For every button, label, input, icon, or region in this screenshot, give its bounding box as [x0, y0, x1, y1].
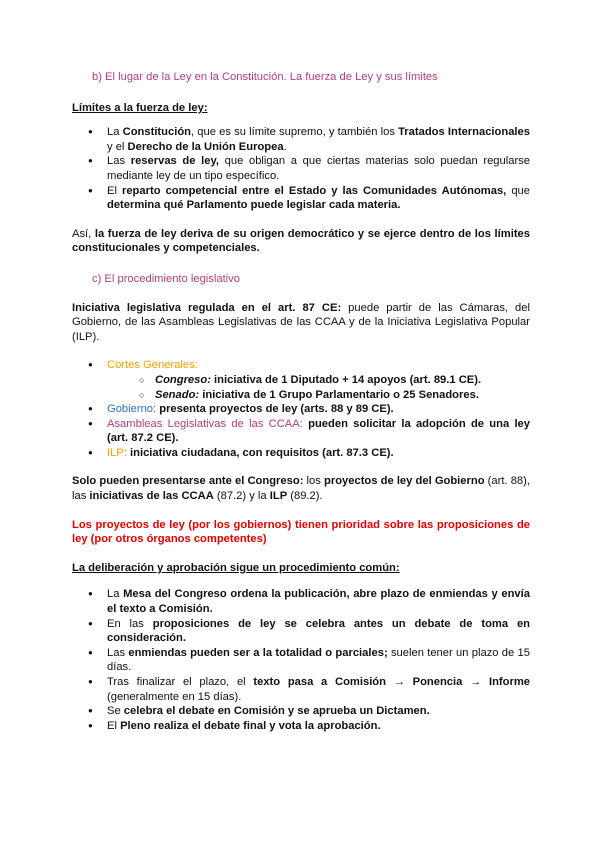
list-item: ● El reparto competencial entre el Estado y las Comunidades Autónomas, que determina qué Parlamento puede legislar cada materia. [72, 184, 530, 213]
heading-c: c) El procedimiento legislativo [92, 272, 240, 285]
limits-title: Límites a la fuerza de ley: [72, 101, 208, 114]
list-item-cortes: ● Cortes Generales: ○ Congreso: iniciativa de 1 Diputado + 14 apoyos (art. 89.1 CE). ○ Senado: iniciativa de 1 Grupo Parlamentario o 25 Senadores. [72, 358, 530, 402]
list-item: ● Se celebra el debate en Comisión y se aprueba un Dictamen. [72, 704, 530, 719]
heading-b: b) El lugar de la Ley en la Constitución. La fuerza de Ley y sus límites [92, 71, 438, 83]
list-item: ● Las reservas de ley, que obligan a que ciertas materias solo puedan regularse mediante ley de un tipo específico. [72, 154, 530, 183]
list-item-ilp: ● ILP: iniciativa ciudadana, con requisitos (art. 87.3 CE). [72, 446, 530, 461]
asi-paragraph: Así, la fuerza de ley deriva de su origen democrático y se ejerce dentro de los límites constitucionales y competenciales. [72, 227, 530, 255]
delib-list [72, 587, 530, 733]
prioridad-note: Los proyectos de ley (por los gobiernos) tienen prioridad sobre las proposiciones de ley (por otros órganos competentes) [72, 518, 530, 546]
sublist-item: ○ Senado: iniciativa de 1 Grupo Parlamentario o 25 Senadores. [107, 388, 530, 403]
limits-list [72, 125, 530, 213]
iniciativa-list [72, 358, 530, 460]
list-item: ● La Constitución, que es su límite supremo, y también los Tratados Internacionales y el Derecho de la Unión Europea. [72, 125, 530, 154]
list-item: ● El Pleno realiza el debate final y vota la aprobación. [72, 719, 530, 734]
list-item: ● En las proposiciones de ley se celebra antes un debate de toma en consideración. [72, 617, 530, 646]
list-item-gobierno: ● Gobierno: presenta proyectos de ley (arts. 88 y 89 CE). [72, 402, 530, 417]
sublist-item: ○ Congreso: iniciativa de 1 Diputado + 14 apoyos (art. 89.1 CE). [107, 373, 530, 388]
list-item: ● Las enmiendas pueden ser a la totalidad o parciales; suelen tener un plazo de 15 días. [72, 646, 530, 675]
list-item-asambleas: ● Asambleas Legislativas de las CCAA: pueden solicitar la adopción de una ley (art. 87.2 CE). [72, 417, 530, 446]
cortes-sublist [107, 373, 530, 402]
list-item: ● La Mesa del Congreso ordena la publicación, abre plazo de enmiendas y envía el texto a Comisión. [72, 587, 530, 616]
list-item: ● Tras finalizar el plazo, el texto pasa a Comisión → Ponencia → Informe (generalmente en 15 días). [72, 675, 530, 704]
delib-title: La deliberación y aprobación sigue un procedimiento común: [72, 561, 400, 574]
iniciativa-paragraph: Iniciativa legislativa regulada en el art. 87 CE: puede partir de las Cámaras, del Gobierno, de las Asambleas Legislativas de las CCAA y de la Iniciativa Legislativa Popular (ILP). [72, 301, 530, 343]
solo-paragraph: Solo pueden presentarse ante el Congreso: los proyectos de ley del Gobierno (art. 88), las iniciativas de las CCAA (87.2) y la ILP (89.2). [72, 475, 530, 503]
